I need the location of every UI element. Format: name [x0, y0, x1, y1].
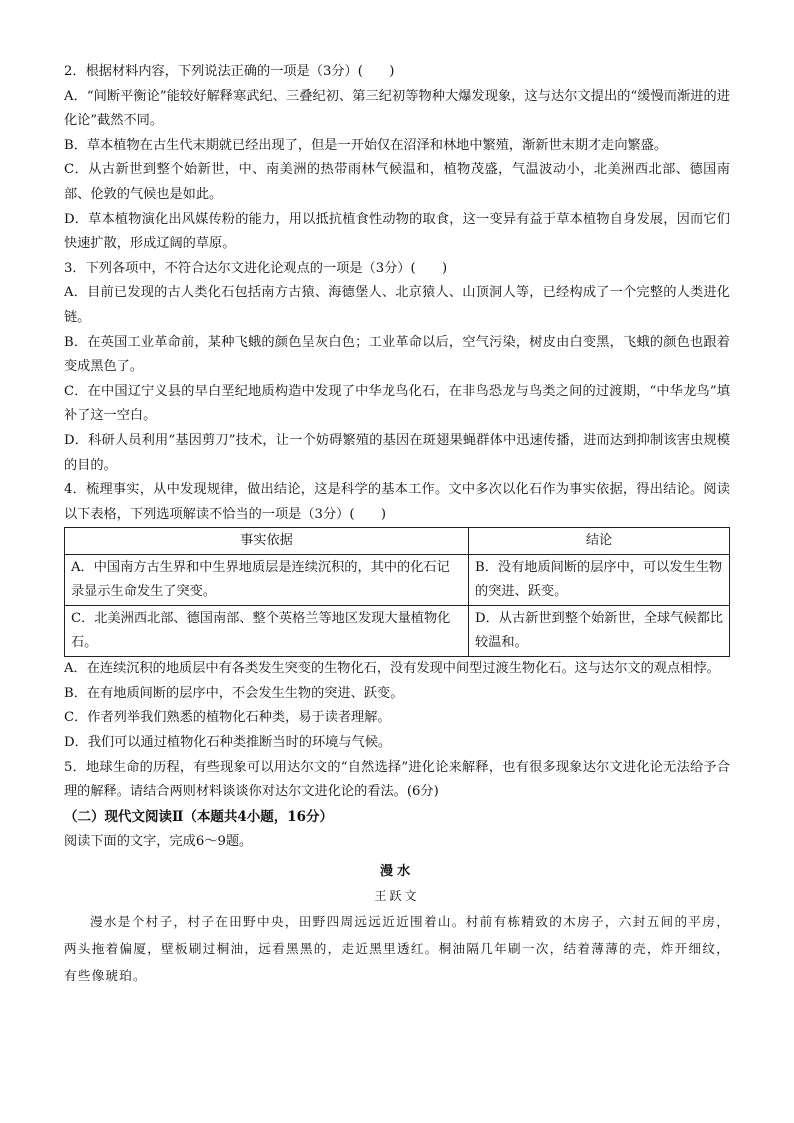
- table-cell: C．北美洲西北部、德国南部、整个英格兰等地区发现大量植物化石。: [65, 606, 469, 657]
- passage-paragraph: 漫水是个村子，村子在田野中央，田野四周远远近近围着山。村前有栋精致的木房子，六封五间的平房，两头拖着偏厦，壁板刷过桐油，远看黑黑的，走近黑里透红。桐油隔几年刷一次，结着薄薄的壳，炸开细纹，有些像琥珀。: [64, 914, 730, 984]
- table-cell: D．从古新世到整个始新世，全球气候都比较温和。: [469, 606, 730, 657]
- passage-title: 漫水: [379, 864, 415, 880]
- question-3-option-d: D．科研人员利用“基因剪刀”技术，让一个妨碍繁殖的基因在斑翅果蝇群体中迅速传播，进而达到抑制该害虫规模的目的。: [64, 432, 730, 473]
- table-header-row: [65, 528, 730, 555]
- question-4-option-c: C．作者列举我们熟悉的植物化石种类，易于读者理解。: [64, 710, 391, 726]
- question-5-stem: 5．地球生命的历程，有些现象可以用达尔文的“自然选择”进化论来解释，也有很多现象达尔文进化论无法给予合理的解释。请结合两则材料谈谈你对达尔文进化论的看法。(6分): [64, 759, 730, 800]
- question-2-option-c: C．从古新世到整个始新世，中、南美洲的热带雨林气候温和，植物茂盛，气温波动小，北美洲西北部、德国南部、伦敦的气候也是如此。: [64, 162, 730, 202]
- exam-page: [64, 60, 730, 989]
- table-header-conclusion: 结论: [469, 528, 730, 555]
- table-row: [65, 606, 730, 657]
- question-4-option-a: A．在连续沉积的地质层中有各类发生突变的生物化石，没有发现中间型过渡生物化石。这与达尔文的观点相悖。: [64, 661, 720, 677]
- question-2-option-b: B．草本植物在古生代末期就已经出现了，但是一开始仅在沼泽和林地中繁殖，渐新世末期才走向繁盛。: [64, 137, 668, 153]
- table-cell: B．没有地质间断的层序中，可以发生生物的突进、跃变。: [469, 555, 730, 606]
- question-2-option-d: D．草本植物演化出风媒传粉的能力，用以抵抗植食性动物的取食，这一变异有益于草本植物自身发展，因而它们快速扩散，形成辽阔的草原。: [64, 211, 730, 252]
- question-4-stem: 4．梳理事实，从中发现规律，做出结论，这是科学的基本工作。文中多次以化石作为事实依据，得出结论。阅读以下表格，下列选项解读不恰当的一项是（3分）( ): [64, 482, 730, 522]
- table-row: [65, 555, 730, 606]
- question-3-option-b: B．在英国工业革命前，某种飞蛾的颜色呈灰白色；工业革命以后，空气污染，树皮由白变黑，飞蛾的颜色也跟着变成黑色了。: [64, 334, 730, 375]
- passage-author: 王跃文: [374, 889, 420, 904]
- table-header-facts: 事实依据: [65, 528, 469, 555]
- question-4-option-d: D．我们可以通过植物化石种类推断当时的环境与气候。: [64, 735, 392, 751]
- table-cell: A．中国南方古生界和中生界地质层是连续沉积的，其中的化石记录显示生命发生了突变。: [65, 555, 469, 606]
- question-4-option-b: B．在有地质间断的层序中，不会发生生物的突进、跃变。: [64, 685, 404, 701]
- facts-conclusion-table: [64, 527, 730, 657]
- question-2-option-a: A．“间断平衡论”能较好解释寒武纪、三叠纪初、第三纪初等物种大爆发现象，这与达尔文提出的“缓慢而渐进的进化论”截然不同。: [64, 88, 730, 129]
- question-3-option-c: C．在中国辽宁义县的早白垩纪地质构造中发现了中华龙鸟化石，在非鸟恐龙与鸟类之间的过渡期，“中华龙鸟”填补了这一空白。: [64, 383, 730, 424]
- question-3-option-a: A．目前已发现的古人类化石包括南方古猿、海德堡人、北京猿人、山顶洞人等，已经构成了一个完整的人类进化链。: [64, 285, 730, 325]
- section-instruction: 阅读下面的文字，完成6～9题。: [64, 833, 253, 849]
- question-2-stem: 2．根据材料内容，下列说法正确的一项是（3分）( ): [64, 64, 395, 79]
- question-3-stem: 3．下列各项中，不符合达尔文进化论观点的一项是（3分）( ): [64, 260, 448, 276]
- section-heading: （二）现代文阅读Ⅱ（本题共4小题，16分）: [64, 808, 334, 825]
